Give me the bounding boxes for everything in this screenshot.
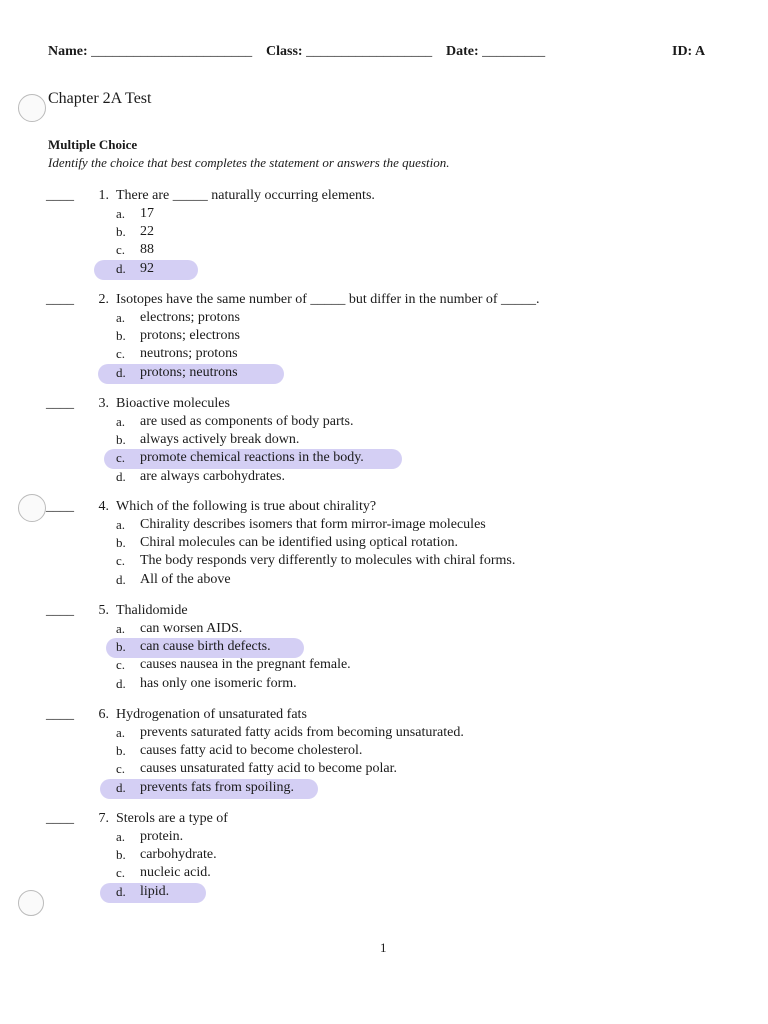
option-text: can worsen AIDS.: [140, 621, 243, 636]
option-letter: a.: [116, 621, 126, 636]
option-text: Chiral molecules can be identified using optical rotation.: [140, 535, 459, 551]
section-heading: Multiple Choice: [48, 137, 138, 152]
section-instructions: Identify the choice that best completes the statement or answers the question.: [48, 155, 450, 170]
answer-option[interactable]: [0, 761, 768, 779]
answer-blank[interactable]: ____: [46, 811, 74, 826]
answer-option[interactable]: [0, 242, 768, 260]
option-text: causes fatty acid to become cholesterol.: [140, 743, 363, 759]
option-letter: b.: [116, 535, 126, 551]
answer-option[interactable]: [0, 725, 768, 743]
option-text: protein.: [140, 829, 184, 844]
option-letter: c.: [116, 865, 126, 881]
answer-option[interactable]: [0, 829, 768, 847]
page-title: Chapter 2A Test: [48, 90, 152, 107]
option-letter: d.: [116, 364, 126, 380]
answer-option[interactable]: [0, 346, 768, 364]
option-letter: c.: [116, 242, 126, 258]
option-letter: b.: [116, 847, 126, 863]
name-blank[interactable]: _______________________: [91, 44, 253, 59]
answer-option[interactable]: [0, 553, 768, 571]
answer-option[interactable]: [0, 414, 768, 432]
question-number: 5.: [98, 603, 109, 618]
option-text: 92: [140, 260, 154, 276]
option-text: neutrons; protons: [140, 346, 238, 362]
question-stem: Isotopes have the same number of _____ but differ in the number of _____.: [116, 292, 540, 307]
option-text: 22: [140, 224, 154, 240]
option-letter: b.: [116, 639, 126, 655]
answer-blank[interactable]: ____: [46, 292, 74, 307]
answer-option[interactable]: [0, 572, 768, 590]
option-letter: c.: [116, 657, 126, 673]
option-letter: d.: [116, 675, 126, 691]
option-letter: c.: [116, 346, 126, 362]
option-letter: a.: [116, 517, 126, 532]
answer-option[interactable]: [0, 261, 768, 279]
question-number: 3.: [98, 396, 109, 411]
option-text: All of the above: [140, 571, 231, 587]
option-letter: b.: [116, 224, 126, 240]
answer-option[interactable]: [0, 224, 768, 242]
class-label: Class:: [266, 44, 303, 59]
answer-option[interactable]: [0, 847, 768, 865]
option-text: electrons; protons: [140, 310, 240, 325]
answer-option[interactable]: [0, 657, 768, 675]
option-text: Chirality describes isomers that form mirror-image molecules: [140, 517, 486, 532]
option-letter: c.: [116, 450, 126, 466]
answer-option[interactable]: [0, 639, 768, 657]
page-number: 1: [380, 940, 387, 955]
answer-option[interactable]: [0, 865, 768, 883]
name-label: Name:: [48, 44, 88, 59]
option-text: are used as components of body parts.: [140, 414, 354, 429]
option-letter: c.: [116, 761, 126, 777]
answer-option[interactable]: [0, 310, 768, 328]
date-label: Date:: [446, 44, 479, 59]
option-text: 17: [140, 206, 154, 221]
question-stem: Sterols are a type of: [116, 811, 228, 826]
option-text: causes unsaturated fatty acid to become polar.: [140, 761, 397, 777]
class-blank[interactable]: __________________: [306, 44, 433, 59]
question-stem: There are _____ naturally occurring elements.: [116, 188, 375, 203]
answer-blank[interactable]: ____: [46, 603, 74, 618]
option-letter: b.: [116, 432, 126, 448]
option-letter: a.: [116, 725, 126, 740]
answer-option[interactable]: [0, 743, 768, 761]
answer-option[interactable]: [0, 450, 768, 468]
answer-option[interactable]: [0, 517, 768, 535]
question-number: 7.: [98, 811, 109, 826]
answer-blank[interactable]: ____: [46, 396, 74, 411]
option-text: are always carbohydrates.: [140, 468, 285, 484]
option-text: can cause birth defects.: [140, 639, 271, 655]
answer-option[interactable]: [0, 469, 768, 487]
answer-option[interactable]: [0, 621, 768, 639]
answer-blank[interactable]: ____: [46, 499, 74, 514]
question-number: 6.: [98, 707, 109, 722]
option-text: promote chemical reactions in the body.: [140, 450, 364, 466]
option-letter: d.: [116, 779, 126, 795]
question-number: 4.: [98, 499, 109, 514]
option-text: protons; neutrons: [140, 364, 238, 380]
question-number: 2.: [98, 292, 109, 307]
option-text: causes nausea in the pregnant female.: [140, 657, 351, 673]
option-text: nucleic acid.: [140, 865, 211, 881]
option-text: lipid.: [140, 883, 170, 899]
punch-hole-top: [18, 94, 46, 122]
option-letter: d.: [116, 468, 126, 484]
option-text: always actively break down.: [140, 432, 300, 448]
option-letter: d.: [116, 260, 126, 276]
option-letter: a.: [116, 206, 126, 221]
answer-option[interactable]: [0, 884, 768, 902]
question-stem: Thalidomide: [116, 603, 188, 618]
question-stem: Bioactive molecules: [116, 396, 230, 411]
answer-option[interactable]: [0, 206, 768, 224]
answer-option[interactable]: [0, 365, 768, 383]
class-field[interactable]: [266, 44, 432, 60]
question-stem: Which of the following is true about chirality?: [116, 499, 377, 514]
id-label: ID: A: [672, 44, 706, 59]
option-letter: c.: [116, 553, 126, 569]
option-text: carbohydrate.: [140, 847, 217, 863]
option-letter: d.: [116, 571, 126, 587]
option-letter: d.: [116, 883, 126, 899]
option-text: protons; electrons: [140, 328, 240, 344]
option-letter: b.: [116, 328, 126, 344]
option-letter: a.: [116, 829, 126, 844]
option-text: 88: [140, 242, 154, 258]
answer-option[interactable]: [0, 432, 768, 450]
date-field[interactable]: [446, 44, 545, 60]
answer-option[interactable]: [0, 328, 768, 346]
name-field[interactable]: [48, 44, 252, 60]
question-number: 1.: [98, 188, 109, 203]
question-stem: Hydrogenation of unsaturated fats: [116, 707, 307, 722]
option-text: has only one isomeric form.: [140, 675, 297, 691]
option-letter: b.: [116, 743, 126, 759]
answer-option[interactable]: [0, 676, 768, 694]
date-blank[interactable]: _________: [482, 44, 546, 59]
answer-blank[interactable]: ____: [46, 707, 74, 722]
option-text: prevents fats from spoiling.: [140, 779, 294, 795]
option-letter: a.: [116, 414, 126, 429]
answer-option[interactable]: [0, 535, 768, 553]
option-letter: a.: [116, 310, 126, 325]
answer-option[interactable]: [0, 780, 768, 798]
option-text: prevents saturated fatty acids from becoming unsaturated.: [140, 725, 464, 740]
answer-blank[interactable]: ____: [46, 188, 74, 203]
option-text: The body responds very differently to molecules with chiral forms.: [140, 553, 516, 569]
